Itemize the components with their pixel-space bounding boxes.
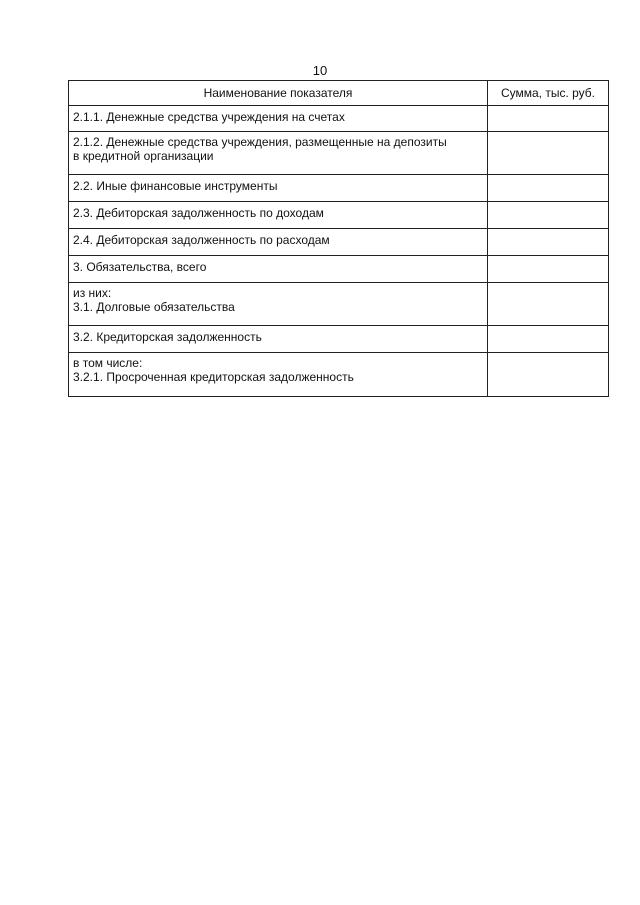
indicators-table [68, 80, 609, 397]
indicator-name: 2.1.1. Денежные средства учреждения на счетах [73, 110, 345, 124]
sum-cell [488, 326, 609, 353]
table-row [69, 353, 609, 397]
indicator-name-cell [69, 326, 488, 353]
table-row [69, 175, 609, 202]
column-header-name: Наименование показателя [69, 81, 488, 106]
table-row [69, 326, 609, 353]
indicator-name-cell [69, 202, 488, 229]
sum-cell [488, 132, 609, 175]
indicator-name-cell [69, 175, 488, 202]
indicator-name-cell [69, 283, 488, 326]
indicator-name: 2.4. Дебиторская задолженность по расходам [73, 233, 330, 247]
table-row [69, 106, 609, 132]
indicator-name: 3.1. Долговые обязательства [73, 300, 235, 314]
page-number: 10 [312, 63, 328, 78]
table-row [69, 132, 609, 175]
table-row [69, 256, 609, 283]
table-header-row [69, 81, 609, 106]
column-header-sum: Сумма, тыс. руб. [488, 81, 609, 106]
indicator-name: 3.2. Кредиторская задолженность [73, 330, 262, 344]
indicator-name-continuation: в кредитной организации [73, 149, 214, 163]
sum-cell [488, 256, 609, 283]
indicator-group-label: из них: [73, 286, 112, 300]
indicator-name: 2.2. Иные финансовые инструменты [73, 179, 278, 193]
table-row [69, 283, 609, 326]
table-row [69, 229, 609, 256]
indicator-name-cell [69, 256, 488, 283]
indicator-name-cell [69, 353, 488, 397]
table-row [69, 202, 609, 229]
indicator-name-cell [69, 132, 488, 175]
indicator-name-cell [69, 229, 488, 256]
indicator-name: 2.1.2. Денежные средства учреждения, размещенные на депозиты [73, 135, 447, 149]
indicator-name-cell [69, 106, 488, 132]
sum-cell [488, 283, 609, 326]
sum-cell [488, 229, 609, 256]
sum-cell [488, 202, 609, 229]
sum-cell [488, 353, 609, 397]
sum-cell [488, 106, 609, 132]
indicator-name: 3. Обязательства, всего [73, 260, 207, 274]
indicator-group-label: в том числе: [73, 356, 143, 370]
sum-cell [488, 175, 609, 202]
indicator-name: 2.3. Дебиторская задолженность по доходам [73, 206, 324, 220]
indicator-name: 3.2.1. Просроченная кредиторская задолженность [73, 370, 354, 384]
